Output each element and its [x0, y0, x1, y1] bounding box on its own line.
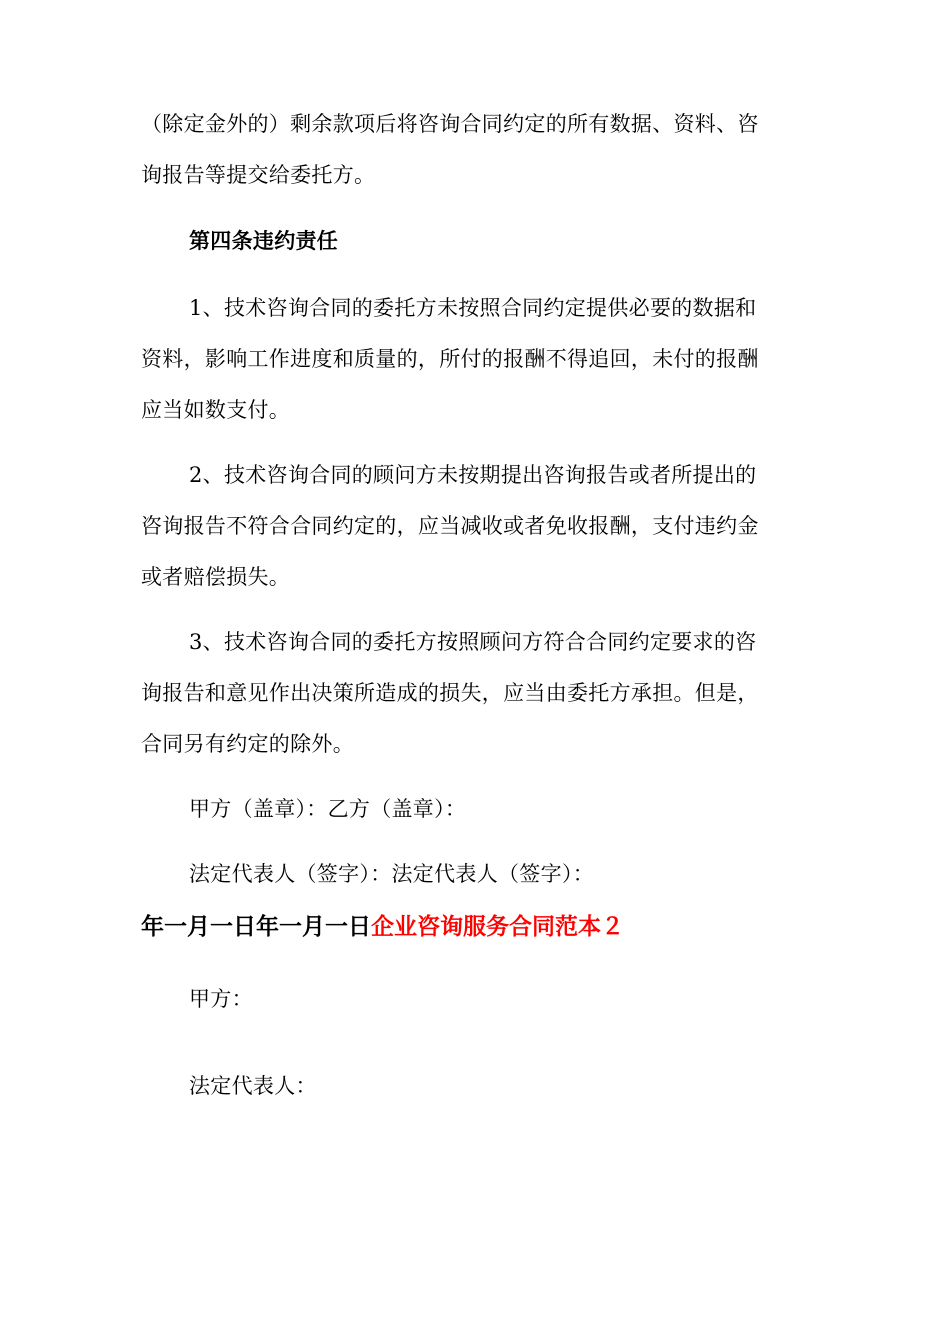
party-a-label: 甲方： [189, 987, 253, 1011]
clause-3-line: 询报告和意见作出决策所造成的损失，应当由委托方承担。但是， [141, 681, 759, 705]
clause-1-line: 应当如数支付。 [141, 398, 291, 422]
date-placeholder: 年一月一日年一月一日 [141, 914, 371, 940]
clause-1-line: 1、技术咨询合同的委托方未按照合同约定提供必要的数据和 [189, 296, 757, 320]
clause-2-line: 或者赔偿损失。 [141, 565, 291, 589]
clause-1-line: 资料，影响工作进度和质量的，所付的报酬不得追回，未付的报酬 [141, 347, 759, 371]
clause-3-line: 3、技术咨询合同的委托方按照顾问方符合合同约定要求的咨 [189, 630, 757, 654]
contract-2-heading [141, 911, 624, 943]
clause-2-line: 2、技术咨询合同的顾问方未按期提出咨询报告或者所提出的 [189, 463, 757, 487]
paragraph-line: （除定金外的）剩余款项后将咨询合同约定的所有数据、资料、咨 [141, 112, 759, 136]
legal-rep-label: 法定代表人： [189, 1074, 317, 1098]
article-4-heading: 第四条违约责任 [189, 229, 339, 253]
clause-3-line: 合同另有约定的除外。 [141, 732, 354, 756]
clause-2-line: 咨询报告不符合合同约定的，应当减收或者免收报酬，支付违约金 [141, 514, 759, 538]
contract-2-title: 企业咨询服务合同范本２ [371, 914, 624, 940]
seal-signature-line: 甲方（盖章）：乙方（盖章）： [189, 797, 467, 821]
paragraph-line: 询报告等提交给委托方。 [141, 163, 376, 187]
legal-rep-signature-line: 法定代表人（签字）：法定代表人（签字）： [189, 862, 594, 886]
